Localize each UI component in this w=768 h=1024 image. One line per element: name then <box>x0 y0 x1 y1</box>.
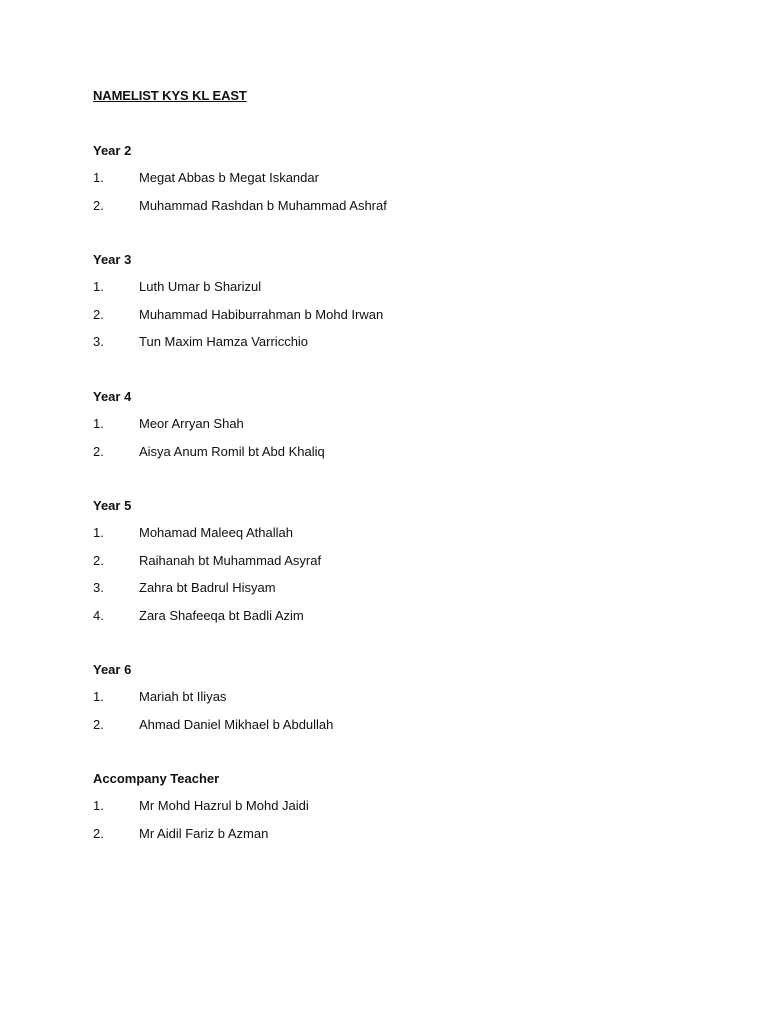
list-item-number: 2. <box>93 716 104 732</box>
list-item-name: Megat Abbas b Megat Iskandar <box>139 170 319 186</box>
section-year-5 <box>93 497 693 634</box>
list-item-number: 1. <box>93 798 104 814</box>
list-item <box>93 607 693 634</box>
list-item-number: 2. <box>93 197 104 213</box>
list-item-number: 1. <box>93 416 104 432</box>
list-item <box>93 825 693 852</box>
list-item <box>93 278 693 305</box>
document-title: NAMELIST KYS KL EAST <box>93 88 247 103</box>
list-item <box>93 197 693 224</box>
list-item-name: Mr Mohd Hazrul b Mohd Jaidi <box>139 798 309 814</box>
list-item-number: 2. <box>93 443 104 459</box>
list-item-number: 1. <box>93 525 104 541</box>
list-item-name: Raihanah bt Muhammad Asyraf <box>139 552 322 568</box>
list-item-name: Muhammad Habiburrahman b Mohd Irwan <box>139 306 384 322</box>
section-year-4 <box>93 388 693 470</box>
list-item-number: 2. <box>93 825 104 841</box>
list-item-number: 3. <box>93 334 104 350</box>
list-item-number: 1. <box>93 170 104 186</box>
list-item <box>93 688 693 715</box>
list-item <box>93 333 693 360</box>
section-heading: Year 4 <box>93 389 132 404</box>
section-accompany-teacher <box>93 770 693 852</box>
section-heading: Year 3 <box>93 252 132 267</box>
list-item-name: Zahra bt Badrul Hisyam <box>139 580 276 596</box>
section-year-6 <box>93 661 693 743</box>
list-item <box>93 579 693 606</box>
list-item-name: Luth Umar b Sharizul <box>139 279 262 295</box>
list-item-name: Aisya Anum Romil bt Abd Khaliq <box>139 443 325 459</box>
list-item-name: Tun Maxim Hamza Varricchio <box>139 334 309 350</box>
section-heading: Year 6 <box>93 662 132 677</box>
list-item-name: Meor Arryan Shah <box>139 416 244 432</box>
list-item <box>93 552 693 579</box>
list-item-name: Muhammad Rashdan b Muhammad Ashraf <box>139 197 387 213</box>
section-heading: Accompany Teacher <box>93 771 220 786</box>
section-heading: Year 2 <box>93 143 132 158</box>
list-item-number: 3. <box>93 580 104 596</box>
list-item-number: 2. <box>93 306 104 322</box>
list-item <box>93 306 693 333</box>
list-item-name: Mohamad Maleeq Athallah <box>139 525 293 541</box>
list-item-name: Ahmad Daniel Mikhael b Abdullah <box>139 716 334 732</box>
list-item <box>93 443 693 470</box>
list-item-name: Mariah bt Iliyas <box>139 689 227 705</box>
section-heading: Year 5 <box>93 498 132 513</box>
section-year-2 <box>93 142 693 224</box>
list-item-name: Mr Aidil Fariz b Azman <box>139 825 269 841</box>
list-item-number: 1. <box>93 279 104 295</box>
list-item <box>93 415 693 442</box>
list-item-number: 1. <box>93 689 104 705</box>
list-item-name: Zara Shafeeqa bt Badli Azim <box>139 607 304 623</box>
list-item <box>93 169 693 196</box>
list-item-number: 2. <box>93 552 104 568</box>
list-item <box>93 716 693 743</box>
section-year-3 <box>93 251 693 361</box>
list-item <box>93 524 693 551</box>
list-item-number: 4. <box>93 607 104 623</box>
list-item <box>93 797 693 824</box>
